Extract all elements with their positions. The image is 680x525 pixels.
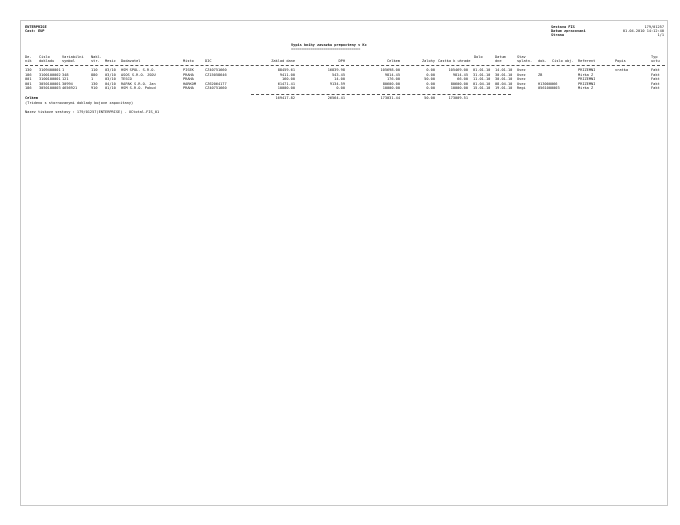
col-h1-13: Datum [495, 55, 506, 59]
cell-misto: PRAHA [183, 77, 194, 82]
cell-k-uhrade: 80600.00 [450, 81, 468, 86]
cell-stav-dok: Uvez [517, 77, 526, 82]
cell-cislo-dokladu: 3100100002 [39, 72, 61, 77]
cell-typ-uctu: Fakt [651, 81, 660, 86]
col-h2-6: Misto [183, 59, 194, 63]
cell-stav-dok: Uvez [517, 81, 526, 86]
cell-zaklad-dane: 9411.00 [279, 72, 295, 77]
table-row [25, 86, 665, 91]
cell-cislo-dokladu: 3050100001 [39, 81, 61, 86]
col-h2-2: symbol [62, 59, 75, 63]
cell-dic: CZ40751660 [205, 68, 227, 72]
meta-label-report: Sestava FIS [551, 25, 575, 29]
cell-misto: PISEK [183, 68, 194, 72]
cell-dodavatel: HSM SPOL. S.R.O. [121, 68, 156, 72]
cell-cislo-obj: 0561000003 [538, 86, 560, 91]
cell-dne: 01.04.10 [473, 81, 491, 86]
col-h2-7: DIC [205, 59, 212, 63]
cell-cislo-obj: ZB [538, 72, 543, 77]
cell-dic: CZ62064177 [205, 81, 227, 86]
company-name: ENTERPRISE [25, 25, 47, 29]
meta-label-date: Datum zpracovani [551, 29, 586, 33]
cell-misto: PRAHA [183, 72, 194, 77]
meta-value-report: 179/01257 [644, 25, 664, 29]
cell-nakl-str: 110 [91, 68, 98, 72]
note-line-1: (Trideno s stornovanymi doklady bojove zapocitany) [25, 101, 134, 105]
cell-splatnost: 30.01.10 [495, 72, 513, 77]
cell-dodavatel: RAPAK S.R.O. Jan [121, 81, 156, 86]
cell-stav-dok: Uvez [517, 68, 526, 72]
cell-splatnost: 30.01.10 [495, 77, 513, 82]
cell-referent: PRIZEMNI [578, 77, 596, 82]
cell-dph: 9134.59 [329, 81, 345, 86]
col-h2-5: Dodavatel [121, 59, 141, 63]
col-h2-19: uctu [651, 59, 660, 63]
cell-stredisko: 001 [25, 77, 32, 82]
col-h2-1: dokladu [39, 59, 55, 63]
cell-celkem: 9814.45 [384, 72, 400, 77]
cell-cislo-dokladu: 3109400001 [39, 68, 61, 72]
cell-celkem: 80600.00 [382, 81, 400, 86]
cell-dph: 543.45 [332, 72, 345, 77]
cell-celkem: 10000.00 [382, 86, 400, 91]
cell-zalohy: 0.00 [426, 86, 435, 91]
col-h2-11: Zalohy [422, 59, 435, 63]
cell-misto: PRAHA [183, 86, 194, 91]
col-h2-3: str. [91, 59, 100, 63]
cell-referent: Mirka Z [578, 72, 594, 77]
col-h1-12: Dolo [474, 55, 483, 59]
cell-dodavatel: ASOS S.R.O. JSOU [121, 72, 156, 77]
cell-typ-uctu: Fakt [651, 72, 660, 77]
cell-dph: 16839.98 [327, 68, 345, 72]
cell-mesic: 01/10 [105, 86, 116, 91]
cell-zalohy: 0.00 [426, 68, 435, 72]
totals-zaklad: 169417.82 [275, 96, 295, 100]
col-h2-12: Castka k uhrade [438, 59, 471, 63]
cell-nakl-str: 130 [91, 81, 98, 86]
col-h2-4: Mesic [105, 59, 116, 63]
cell-referent: Mirka Z [578, 86, 594, 91]
cell-dne: 11.01.10 [473, 77, 491, 82]
totals-separator [251, 94, 511, 95]
report-title-underline: ================================ [291, 47, 361, 51]
cell-typ-uctu: Fakt [651, 86, 660, 91]
cell-k-uhrade: 10000.00 [450, 86, 468, 91]
cell-var-symbol: 4656921 [62, 86, 78, 91]
col-h2-17: Referent [578, 59, 596, 63]
totals-dph: 26564.41 [327, 96, 345, 100]
cell-celkem: 105698.00 [380, 68, 400, 72]
cell-var-symbol: 121 [62, 77, 69, 82]
company-branch: Cast: EUP [25, 29, 45, 33]
cell-splatnost: 19.01.10 [495, 86, 513, 91]
cell-zaklad-dane: 88459.61 [277, 68, 295, 72]
cell-var-symbol: 348 [62, 72, 69, 77]
totals-zalohy: 50.00 [424, 96, 435, 100]
col-h1-18: Typ [651, 55, 658, 59]
cell-var-symbol: 30994 [62, 81, 73, 86]
cell-nakl-str: 880 [91, 72, 98, 77]
cell-typ-uctu: Fakt [651, 68, 660, 72]
meta-value-date: 01.04.2010 14:12:40 [622, 29, 664, 33]
cell-zalohy: 50.00 [424, 77, 435, 82]
col-h2-16: Cislo obj. [552, 59, 574, 63]
cell-zaklad-dane: 160.00 [282, 77, 295, 82]
cell-celkem: 176.00 [387, 77, 400, 82]
cell-nakl-str: 910 [91, 86, 98, 91]
cell-zaklad-dane: 61471.41 [277, 81, 295, 86]
cell-var-symbol: 1 [62, 68, 65, 72]
col-h1-2: Variabilni [62, 55, 84, 59]
cell-typ-uctu: Fakt [651, 77, 660, 82]
report-title: Vypis knihy zavazku prepocteny v Kc [291, 43, 367, 47]
cell-stredisko: 001 [25, 81, 32, 86]
cell-dodavatel: TESCO [121, 77, 132, 82]
cell-k-uhrade: 105469.00 [448, 68, 468, 72]
cell-referent: PRIZEMNI [578, 68, 596, 72]
header-separator [25, 65, 665, 66]
cell-dne: 15.01.10 [473, 86, 491, 91]
cell-mesic: 03/10 [105, 68, 116, 72]
col-h2-13: dne [495, 59, 502, 63]
cell-zalohy: 0.00 [426, 81, 435, 86]
document-sheet [20, 20, 668, 506]
cell-dodavatel: HSM S.R.O. Pokud [121, 86, 156, 91]
cell-stredisko: 130 [25, 68, 32, 72]
cell-k-uhrade: 66.00 [457, 77, 468, 82]
cell-dne: 31.01.10 [473, 72, 491, 77]
cell-zaklad-dane: 10000.00 [277, 86, 295, 91]
cell-dic: CZ15058646 [205, 72, 227, 77]
col-h1-3: Nakl. [91, 55, 102, 59]
cell-stav-dok: Regi [517, 86, 526, 91]
cell-mesic: 03/10 [105, 77, 116, 82]
cell-dph: 0.00 [336, 86, 345, 91]
cell-stredisko: 186 [25, 72, 32, 77]
col-h1-1: Cislo [39, 55, 50, 59]
cell-cislo-dokladu: 3100100001 [39, 77, 61, 82]
cell-cislo-dokladu: 3050100003 [39, 86, 61, 91]
cell-dne: 01.01.10 [473, 68, 491, 72]
cell-cislo-obj: H13000066 [538, 81, 558, 86]
cell-dic: CZ40751660 [205, 86, 227, 91]
col-h1-14: Stav [517, 55, 526, 59]
col-h2-0: nik [25, 59, 32, 63]
cell-k-uhrade: 9814.45 [452, 72, 468, 77]
col-h2-9: DPH [338, 59, 345, 63]
col-h2-10: Celkem [387, 59, 400, 63]
cell-nakl-str: 1 [91, 77, 94, 82]
meta-value-page: 1/1 [657, 33, 664, 37]
note-line-2: Nazev tiskove sestavy : 179/01257(ENTERPRISE) - UCtotal.FIS_01 [25, 110, 160, 114]
col-h2-18: Popis [615, 59, 626, 63]
col-h2-15: dok. [538, 59, 547, 63]
cell-zalohy: 0.00 [426, 72, 435, 77]
cell-mesic: 04/10 [105, 81, 116, 86]
totals-label: Celkem [25, 96, 38, 100]
col-h2-8: Zaklad dane [271, 59, 295, 63]
cell-mesic: 03/10 [105, 72, 116, 77]
col-h1-0: De- [25, 55, 32, 59]
column-header-line2 [25, 59, 665, 64]
cell-dph: 14.00 [334, 77, 345, 82]
cell-stav-dok: Uvez [517, 72, 526, 77]
cell-misto: HARKOM [183, 81, 196, 86]
meta-label-page: Strana [551, 33, 564, 37]
cell-splatnost: 08.04.10 [495, 81, 513, 86]
cell-popis: vratka [615, 68, 628, 72]
col-h2-14: splatn. [517, 59, 533, 63]
cell-stredisko: 186 [25, 86, 32, 91]
totals-celkem: 173031.44 [380, 96, 400, 100]
cell-splatnost: 14.01.10 [495, 68, 513, 72]
totals-k-uhrade: 173009.51 [448, 96, 468, 100]
cell-referent: PRIZEMNI [578, 81, 596, 86]
